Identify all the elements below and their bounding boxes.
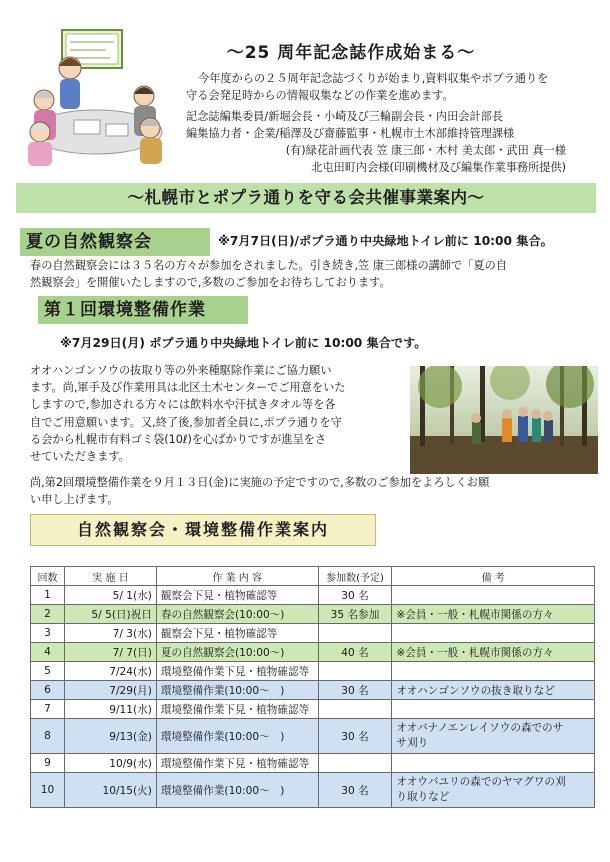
anniversary-intro bbox=[186, 70, 586, 104]
env-footer-line: 尚,第2回環境整備作業を９月１３日(金)に実施の予定ですので,多数のご参加をよろしくお願 bbox=[30, 476, 490, 489]
joint-event-banner bbox=[16, 183, 596, 213]
row-number: 4 bbox=[31, 643, 65, 662]
row-work: 環境整備作業下見・植物確認等 bbox=[156, 754, 318, 773]
summer-date-line: ※7月7日(日)/ポプラ通り中央緑地トイレ前に 10:00 集合。 bbox=[218, 234, 553, 248]
table-row bbox=[31, 662, 595, 681]
row-work: 観察会下見・植物確認等 bbox=[156, 586, 318, 605]
row-note: オオハンゴンソウの抜き取りなど bbox=[392, 681, 595, 700]
row-count: 40 名 bbox=[318, 643, 392, 662]
schedule-heading: 自然観察会・環境整備作業案内 bbox=[76, 520, 329, 539]
row-number: 8 bbox=[31, 719, 65, 754]
table-row bbox=[31, 773, 595, 808]
env-body-line: しますので,参加される方々には飲料水や汗拭きタオル等を各 bbox=[30, 398, 336, 412]
table-row bbox=[31, 624, 595, 643]
anniversary-credits bbox=[186, 108, 586, 176]
schedule-table bbox=[30, 566, 595, 808]
row-count: 30 名 bbox=[318, 681, 392, 700]
row-count bbox=[318, 700, 392, 719]
row-note: オオウバユリの森でのヤマグワの刈 り取りなど bbox=[392, 773, 595, 808]
row-count: 30 名 bbox=[318, 719, 392, 754]
row-date: 7/29(月) bbox=[64, 681, 156, 700]
credit-line: 記念誌編集委員/新堀会長・小崎及び三輪副会長・内田会計部長 bbox=[186, 110, 504, 123]
row-work: 環境整備作業(10:00～ ) bbox=[156, 719, 318, 754]
anniversary-title: ～25 周年記念誌作成始まる～ bbox=[226, 43, 476, 63]
row-date: 10/9(水) bbox=[64, 754, 156, 773]
row-note bbox=[392, 586, 595, 605]
intro-line: 今年度からの２５周年記念誌づくりが始まり,資料収集やポプラ通りを bbox=[198, 72, 549, 85]
row-note bbox=[392, 700, 595, 719]
row-number: 5 bbox=[31, 662, 65, 681]
row-date: 7/ 3(水) bbox=[64, 624, 156, 643]
col-header-count: 参加数(予定) bbox=[318, 567, 392, 586]
env-body-line: ます。尚,軍手及び作業用具は北区土木センターでご用意をいた bbox=[30, 381, 346, 395]
intro-line: 守る会発足時からの情報収集などの作業を進めます。 bbox=[186, 89, 454, 102]
row-count: 35 名参加 bbox=[318, 605, 392, 624]
row-date: 9/13(金) bbox=[64, 719, 156, 754]
env-footer bbox=[30, 474, 600, 508]
row-count: 30 名 bbox=[318, 773, 392, 808]
summer-body-line: 然観察会」を開催いたしますので,多数のご参加をお待ちしております。 bbox=[30, 276, 391, 289]
meeting-illustration bbox=[14, 20, 174, 170]
row-note: オオバナノエンレイソウの森でのサ サ刈り bbox=[392, 719, 595, 754]
row-number: 3 bbox=[31, 624, 65, 643]
forest-work-photo bbox=[410, 366, 598, 474]
row-note bbox=[392, 624, 595, 643]
row-work: 環境整備作業(10:00～ ) bbox=[156, 773, 318, 808]
row-number: 10 bbox=[31, 773, 65, 808]
row-work: 春の自然観察会(10:00～) bbox=[156, 605, 318, 624]
row-count bbox=[318, 754, 392, 773]
table-row bbox=[31, 681, 595, 700]
env-body-line: せていただきます。 bbox=[30, 450, 130, 464]
credit-line: 北屯田町内会様(印刷機材及び編集作業事務所提供) bbox=[311, 161, 566, 174]
credit-line: (有)緑花計画代表 笠 康三郎・木村 美太郎・武田 真一様 bbox=[285, 144, 566, 157]
schedule-header-row bbox=[31, 567, 595, 586]
col-header-work: 作 業 内 容 bbox=[156, 567, 318, 586]
env-date-line: ※7月29日(月) ポプラ通り中央緑地トイレ前に 10:00 集合です。 bbox=[60, 336, 427, 350]
table-row bbox=[31, 719, 595, 754]
row-date: 7/ 7(日) bbox=[64, 643, 156, 662]
env-body bbox=[30, 362, 406, 465]
row-work: 環境整備作業下見・植物確認等 bbox=[156, 662, 318, 681]
joint-event-title: ～札幌市とポプラ通りを守る会共催事業案内～ bbox=[127, 188, 485, 207]
row-count: 30 名 bbox=[318, 586, 392, 605]
row-note: ※会員・一般・札幌市関係の方々 bbox=[392, 643, 595, 662]
row-count bbox=[318, 624, 392, 643]
summer-heading-box bbox=[20, 228, 210, 256]
row-note: ※会員・一般・札幌市関係の方々 bbox=[392, 605, 595, 624]
env-heading-box bbox=[38, 296, 248, 324]
env-body-line: 自でご用意願います。又,終了後,参加者全員に,ポプラ通りを守 bbox=[30, 415, 342, 429]
credit-line: 編集協力者・企業/稲澤及び齋藤監事・札幌市土木部維持管理課様 bbox=[186, 127, 515, 140]
row-number: 9 bbox=[31, 754, 65, 773]
row-date: 7/24(水) bbox=[64, 662, 156, 681]
row-note bbox=[392, 754, 595, 773]
row-work: 環境整備作業(10:00～ ) bbox=[156, 681, 318, 700]
row-count bbox=[318, 662, 392, 681]
env-body-line: オオハンゴンソウの抜取り等の外来種駆除作業にご協力願い bbox=[30, 364, 332, 377]
row-note bbox=[392, 662, 595, 681]
col-header-no: 回数 bbox=[31, 567, 65, 586]
table-row bbox=[31, 643, 595, 662]
summer-heading: 夏の自然観察会 bbox=[26, 232, 152, 252]
col-header-date: 実 施 日 bbox=[64, 567, 156, 586]
row-date: 9/11(水) bbox=[64, 700, 156, 719]
env-footer-line: い申し上げます。 bbox=[30, 493, 119, 507]
schedule-heading-box bbox=[30, 514, 376, 546]
table-row bbox=[31, 586, 595, 605]
col-header-note: 備 考 bbox=[392, 567, 595, 586]
row-date: 5/ 5(日)祝日 bbox=[64, 605, 156, 624]
table-row bbox=[31, 605, 595, 624]
row-work: 観察会下見・植物確認等 bbox=[156, 624, 318, 643]
row-number: 1 bbox=[31, 586, 65, 605]
row-date: 10/15(火) bbox=[64, 773, 156, 808]
row-number: 7 bbox=[31, 700, 65, 719]
row-work: 環境整備作業下見・植物確認等 bbox=[156, 700, 318, 719]
table-row bbox=[31, 754, 595, 773]
summer-body bbox=[30, 257, 590, 291]
row-number: 6 bbox=[31, 681, 65, 700]
env-body-line: る会から札幌市有料ゴミ袋(10ℓ)を心ばかりですが進呈をさ bbox=[30, 432, 327, 446]
table-row bbox=[31, 700, 595, 719]
row-date: 5/ 1(水) bbox=[64, 586, 156, 605]
env-heading: 第１回環境整備作業 bbox=[44, 300, 206, 320]
summer-body-line: 春の自然観察会には３５名の方々が参加をされました。引き続き,笠 康三郎様の講師で「夏の自 bbox=[30, 259, 507, 272]
row-work: 夏の自然観察会(10:00～) bbox=[156, 643, 318, 662]
row-number: 2 bbox=[31, 605, 65, 624]
